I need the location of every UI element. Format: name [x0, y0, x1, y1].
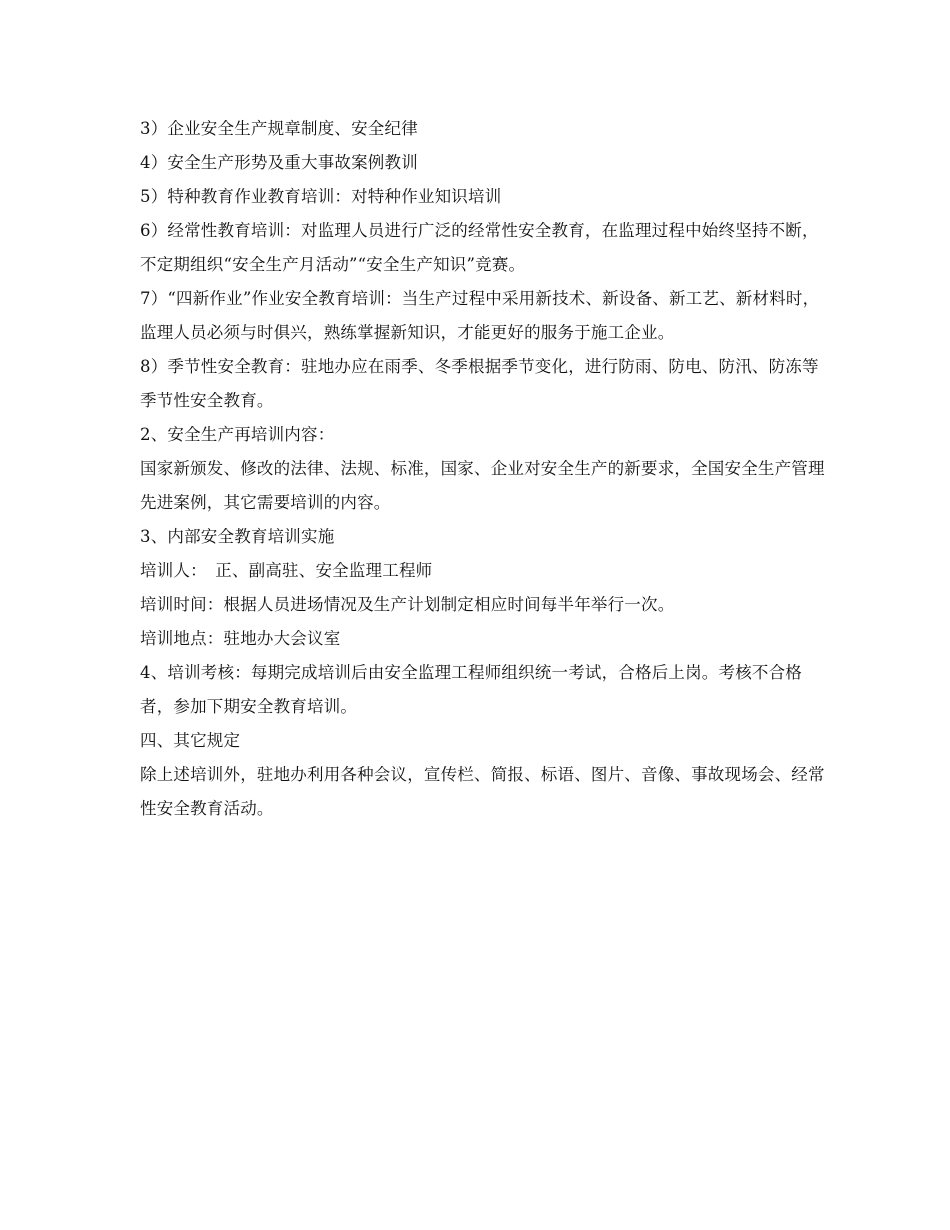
section-heading-assessment: 4、培训考核：每期完成培训后由安全监理工程师组织统一考试，合格后上岗。考核不合格者，参加下期安全教育培训。 — [140, 663, 802, 716]
paragraph-other-rules: 除上述培训外，驻地办利用各种会议，宣传栏、简报、标语、图片、音像、事故现场会、经常性安全教育活动。 — [140, 765, 825, 818]
paragraph-item-5: 5）特种教育作业教育培训：对特种作业知识培训 — [140, 187, 502, 206]
paragraph-item-4: 4）安全生产形势及重大事故案例教训 — [140, 153, 418, 172]
paragraph-retraining-content: 国家新颁发、修改的法律、法规、标准，国家、企业对安全生产的新要求，全国安全生产管理先进案例，其它需要培训的内容。 — [140, 459, 825, 512]
paragraph-training-time: 培训时间：根据人员进场情况及生产计划制定相应时间每半年举行一次。 — [140, 595, 675, 614]
paragraph-item-7: 7）“四新作业”作业安全教育培训：当生产过程中采用新技术、新设备、新工艺、新材料时，监理人员必须与时俱兴，熟练掌握新知识，才能更好的服务于施工企业。 — [140, 289, 820, 342]
paragraph-item-3: 3）企业安全生产规章制度、安全纪律 — [140, 119, 418, 138]
paragraph-training-location: 培训地点：驻地办大会议室 — [140, 629, 341, 648]
paragraph-trainer: 培训人： 正、副高驻、安全监理工程师 — [140, 561, 433, 580]
section-heading-retraining: 2、安全生产再培训内容： — [140, 425, 335, 444]
section-heading-internal-training: 3、内部安全教育培训实施 — [140, 527, 335, 546]
document-body — [140, 112, 830, 826]
paragraph-item-8: 8）季节性安全教育：驻地办应在雨季、冬季根据季节变化，进行防雨、防电、防汛、防冻等季节性安全教育。 — [140, 357, 819, 410]
section-heading-other-rules: 四、其它规定 — [140, 731, 241, 750]
paragraph-item-6: 6）经常性教育培训：对监理人员进行广泛的经常性安全教育，在监理过程中始终坚持不断，不定期组织“安全生产月活动”“安全生产知识”竞赛。 — [140, 221, 819, 274]
